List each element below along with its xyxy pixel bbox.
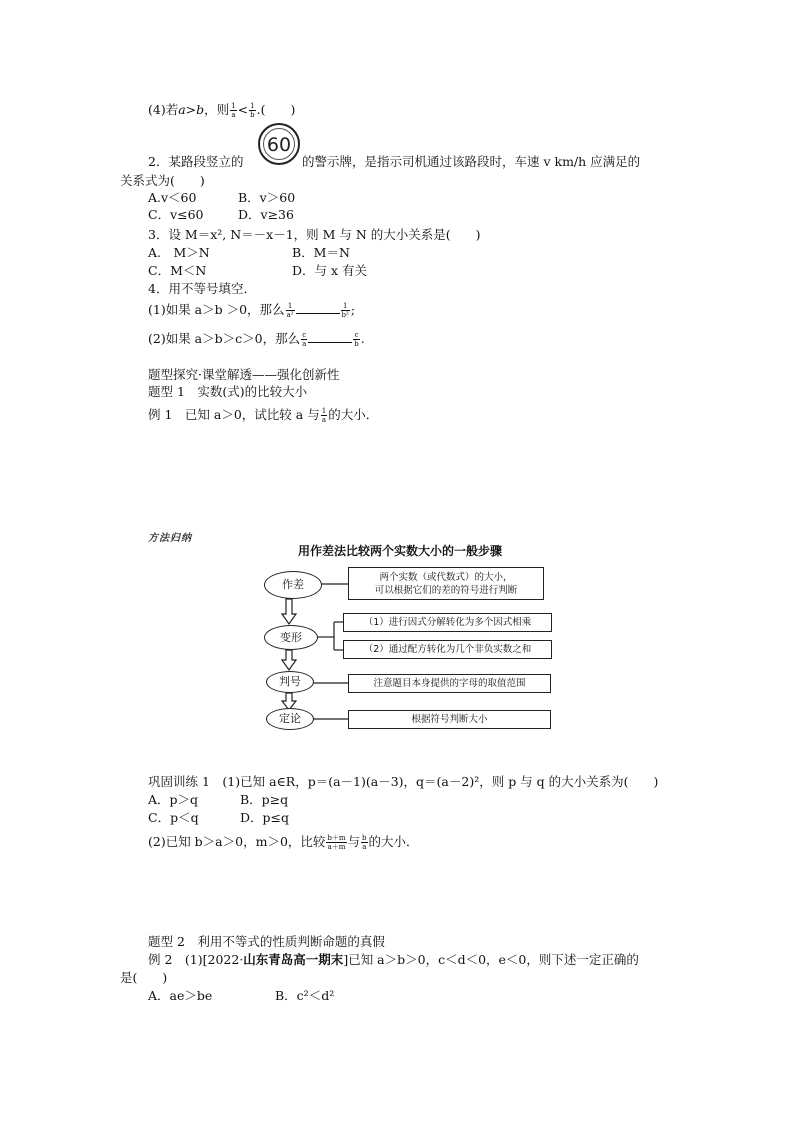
arrow-down-icon xyxy=(282,599,296,624)
fraction-1-over-b2: $\frac{1}{\text{b²}}$ xyxy=(341,302,349,319)
problem-3-option-d: D．与 x 有关 xyxy=(292,263,368,278)
fraction-b-plus-m-over-a-plus-m: $\frac{b+m}{a+m}$ xyxy=(327,834,346,851)
training-1-option-d: D．p≤q xyxy=(240,810,289,825)
problem-3-option-a: A. M＞N xyxy=(148,245,210,260)
step-box-range-note: 注意题目本身提供的字母的取值范围 xyxy=(348,674,551,693)
step-box-decide: 根据符号判断大小 xyxy=(348,710,551,729)
flowchart-title: 用作差法比较两个实数大小的一般步骤 xyxy=(297,544,502,558)
problem-2-option-c: C．v≤60 xyxy=(148,207,204,222)
fraction-1-over-a: $\frac{1}{a}$ xyxy=(231,102,236,119)
section-heading: 题型探究·课堂解透——强化创新性 xyxy=(148,367,340,382)
training-1-option-a: A．p＞q xyxy=(148,792,199,807)
type-1-heading: 题型 1 实数(式)的比较大小 xyxy=(148,384,308,399)
fraction-c-over-b: $\frac{c}{b}$ xyxy=(354,331,359,348)
problem-3-option-c: C．M＜N xyxy=(148,263,207,278)
training-1-option-c: C．p＜q xyxy=(148,810,199,825)
problem-2-line2: 关系式为( ) xyxy=(120,173,205,188)
step-node-conclusion: 定论 xyxy=(266,708,314,730)
fraction-1-over-a: $\frac{1}{a}$ xyxy=(321,407,327,424)
type-2-heading: 题型 2 利用不等式的性质判断命题的真假 xyxy=(148,934,385,949)
question-4: (4)若a>b，则 $\frac{1}{a}$ < $\frac{1}{b}$ .( ) xyxy=(148,102,296,119)
problem-3-option-b: B．M＝N xyxy=(292,245,350,260)
fraction-b-over-a: $\frac{b}{a}$ xyxy=(362,834,367,851)
example-2-option-b: B．c²＜d² xyxy=(275,988,335,1003)
problem-4-line1: 4．用不等号填空． xyxy=(148,281,256,296)
step-node-transform: 变形 xyxy=(264,625,318,650)
training-1-line1: 巩固训练 1 (1)已知 a∈R，p＝(a－1)(a－3)，q＝(a－2)²，则 p 与 q 的大小关系为( ) xyxy=(148,774,659,789)
training-1-option-b: B．p≥q xyxy=(240,792,289,807)
example-1: 例 1 已知 a＞0，试比较 a 与 $\frac{1}{a}$ 的大小． xyxy=(148,407,379,424)
problem-2-option-a: A.v＜60 xyxy=(148,190,197,205)
problem-3-line1: 3．设 M＝x², N＝－x－1，则 M 与 N 的大小关系是( ) xyxy=(148,227,481,242)
problem-2-option-b: B．v＞60 xyxy=(238,190,296,205)
training-1-part2: (2)已知 b＞a＞0，m＞0，比较 $\frac{b+m}{a+m}$ 与 $\frac{b}{a}$ 的大小． xyxy=(148,834,419,851)
step-node-sign: 判号 xyxy=(266,671,314,693)
problem-4-part2: (2)如果 a＞b＞c＞0，那么 $\frac{c}{a}$ $\frac{c}{b}$ . xyxy=(148,331,365,348)
problem-2-option-d: D．v≥36 xyxy=(238,207,294,222)
fraction-1-over-a2: $\frac{1}{\text{a²}}$ xyxy=(286,302,294,319)
example-2-option-a: A．ae＞be xyxy=(148,988,213,1003)
fraction-c-over-a: $\frac{c}{a}$ xyxy=(302,331,307,348)
step-box-factorize: （1）进行因式分解转化为多个因式相乘 xyxy=(343,613,552,632)
example-2-line2: 是( ) xyxy=(120,970,168,985)
step-box-complete-square: （2）通过配方转化为几个非负实数之和 xyxy=(343,640,552,659)
example-2-line1: 例 2 (1)[2022·山东青岛高一期末]已知 a＞b＞0，c＜d＜0，e＜0，则下述一定正确的 xyxy=(148,952,639,967)
problem-2-post: 的警示牌，是指示司机通过该路段时，车速 v km/h 应满足的 xyxy=(302,154,641,169)
problem-2-pre: 2．某路段竖立的 xyxy=(148,154,244,169)
step-node-difference: 作差 xyxy=(264,571,322,599)
method-summary-tag: 方法归纳 xyxy=(148,533,192,544)
speed-limit-value: 60 xyxy=(266,134,292,156)
step-box-difference: 两个实数（或代数式）的大小， 可以根据它们的差的符号进行判断 xyxy=(348,567,544,600)
fraction-1-over-b: $\frac{1}{b}$ xyxy=(250,102,255,119)
problem-4-part1: (1)如果 a＞b ＞0，那么 $\frac{1}{\text{a²}}$ $\frac{1}{\text{b²}}$ ; xyxy=(148,302,356,319)
arrow-down-icon xyxy=(282,650,296,670)
